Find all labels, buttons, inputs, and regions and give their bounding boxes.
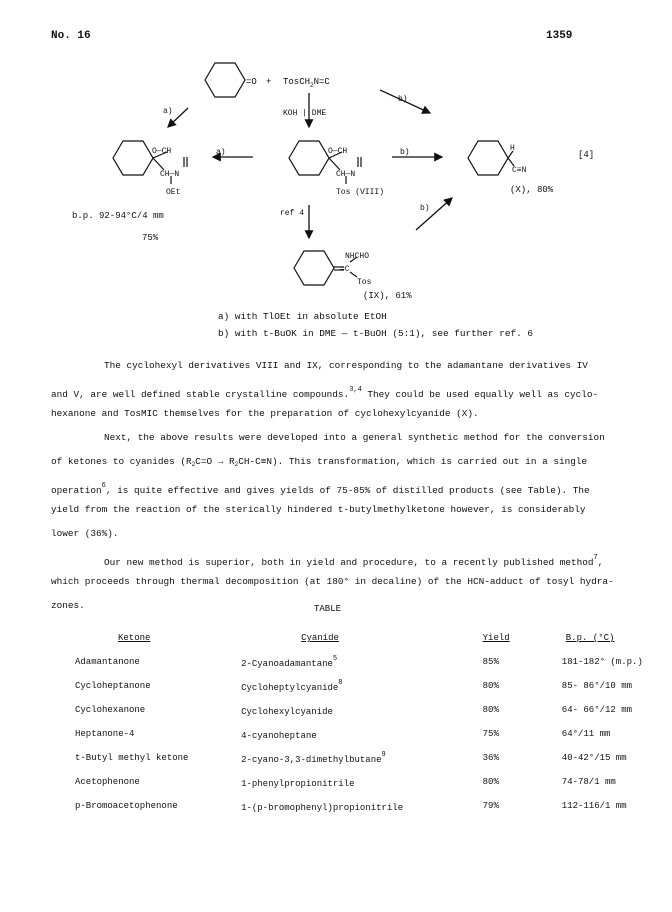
cell-bp: 85- 86°/10 mm [561,681,633,691]
results-table [75,626,672,818]
para2-line1: Next, the above results were developed into a general synthetic method for the conversion [104,432,605,443]
cell-bp: 112-116/1 mm [561,801,627,811]
table-caption: TABLE [314,604,342,614]
header-bp: B.p. (°C) [565,633,615,643]
left-cyclohexane-ring [113,141,153,175]
arrow-b-up [416,198,452,230]
paragraph-1 [51,354,611,426]
cell-cyanide [241,650,483,674]
para3-line3: zones. [51,600,85,611]
mid-o-ch: O—CH [328,147,348,156]
para2-line4: yield from the reaction of the sterically hindered t-butylmethylketone however, is considerably [51,504,586,515]
cell-cyanide [241,770,483,794]
para1-line1: The cyclohexyl derivatives VIII and IX, corresponding to the adamantane derivatives IV [104,360,588,371]
cyanide-name: 1-phenylpropionitrile [241,779,355,789]
mid-ch-n: CH—N [336,170,356,179]
cell-yield: 85% [482,657,499,667]
cell-bp: 64- 66°/12 mm [561,705,633,715]
header-ketone: Ketone [118,633,151,643]
compound-x-label: (X), 80% [510,185,554,195]
tosmic-label: TosCH$_2$N=C [283,77,330,89]
cyanide-name: 1-(p-bromophenyl)propionitrile [241,803,404,813]
para1-line2: and V, are well defined stable crystalline compounds.$^{3,4}$ They could be used equally well as cyclo- [51,386,599,400]
arrow-label-ref4: ref 4 [280,209,305,218]
header-yield: Yield [482,633,510,643]
cyanide-name: Cyclohexylcyanide [241,707,333,717]
cell-yield: 36% [482,753,499,763]
table-row [75,722,672,746]
ix-tos: Tos [357,278,372,287]
cell-yield: 75% [482,729,499,739]
conditions-koh-dme: KOH | DME [283,109,327,118]
oxo-label: =O [246,77,257,87]
arrow-label-b1: b) [398,95,408,104]
para3-line2: which proceeds through thermal decomposition (at 180° in decaline) of the HCN-adduct of tosyl hydra- [51,576,614,587]
cell-yield: 79% [482,801,499,811]
cell-ketone: Acetophenone [75,777,140,787]
table-row [75,746,672,770]
cell-cyanide [241,794,483,818]
cell-ketone: Adamantanone [75,657,140,667]
ix-nhcho: NHCHO [345,252,370,261]
cell-cyanide [241,698,483,722]
reference-superscript: 5 [332,655,338,663]
cyanide-name: Cycloheptylcyanide [241,683,339,693]
cyclohexanone-ring [205,63,245,97]
left-bp: b.p. 92-94°C/4 mm [72,211,164,221]
reference-superscript: 9 [381,751,386,759]
cell-bp: 181-182° (m.p.) [561,657,643,667]
arrow-label-a2: a) [216,148,226,157]
arrow-label-b2: b) [400,148,410,157]
reference-superscript: 8 [338,679,343,687]
para1-line3: hexanone and TosMIC themselves for the preparation of cyclohexylcyanide (X). [51,408,479,419]
cell-ketone: p-Bromoacetophenone [75,801,178,811]
table-row [75,674,672,698]
page-number: 1359 [546,30,573,42]
arrow-label-b3: b) [420,204,430,213]
reaction-scheme [0,0,672,345]
para3-line1: Our new method is superior, both in yield and procedure, to a recently published method$^7$, [104,554,604,568]
cell-cyanide [241,722,483,746]
plus-sign: + [266,77,272,87]
cell-cyanide [241,674,483,698]
ix-cyclohexane-ring [294,251,334,285]
cell-ketone: Cyclohexanone [75,705,146,715]
header-cyanide: Cyanide [301,633,339,643]
cell-bp: 74-78/1 mm [561,777,616,787]
cell-yield: 80% [482,777,499,787]
cyanide-name: 4-cyanoheptane [241,731,317,741]
paragraph-2 [51,426,611,546]
cell-yield: 80% [482,705,499,715]
right-cyclohexane-ring [468,141,508,175]
cell-ketone: Heptanone-4 [75,729,135,739]
left-yield: 75% [142,233,159,243]
cell-ketone: t-Butyl methyl ketone [75,753,189,763]
para2-line2: of ketones to cyanides $(R_2C=O \to R_2CH-C\equiv N)$. This transformation, which is carried out in a single [51,456,588,468]
note-a: a) with TlOEt in absolute EtOH [218,311,387,322]
table-header-row [75,626,672,650]
table-row [75,770,672,794]
table-row [75,698,672,722]
table-row [75,650,672,674]
middle-cyclohexane-ring [289,141,329,175]
cell-ketone: Cycloheptanone [75,681,151,691]
ref-tag-4: [4] [578,150,595,160]
cyanide-name: 2-cyano-3,3-dimethylbutane [241,755,382,765]
right-h: H [510,144,515,153]
para2-line3: operation$^6$, is quite effective and gives yields of 75-85% of distilled products (see Table). The [51,482,590,496]
compound-ix-label: (IX), 61% [363,291,412,301]
cell-yield: 80% [482,681,499,691]
mid-tos-viii: Tos (VIII) [336,188,385,197]
cell-cyanide [241,746,483,770]
cell-bp: 40-42°/15 mm [561,753,627,763]
table-row [75,794,672,818]
left-o-ch: O—CH [152,147,172,156]
right-cn: C≡N [512,166,527,175]
journal-number: No. 16 [51,30,91,42]
note-b: b) with t-BuOK in DME — t-BuOH (5:1), see further ref. 6 [218,328,534,339]
ix-c: =C [340,265,350,274]
cell-bp: 64°/11 mm [561,729,611,739]
arrow-label-a1: a) [163,107,173,116]
left-ch-n: CH—N [160,170,180,179]
left-oet: OEt [166,188,181,197]
para2-line5: lower (36%). [51,528,119,539]
cyanide-name: 2-Cyanoadamantane [241,659,333,669]
